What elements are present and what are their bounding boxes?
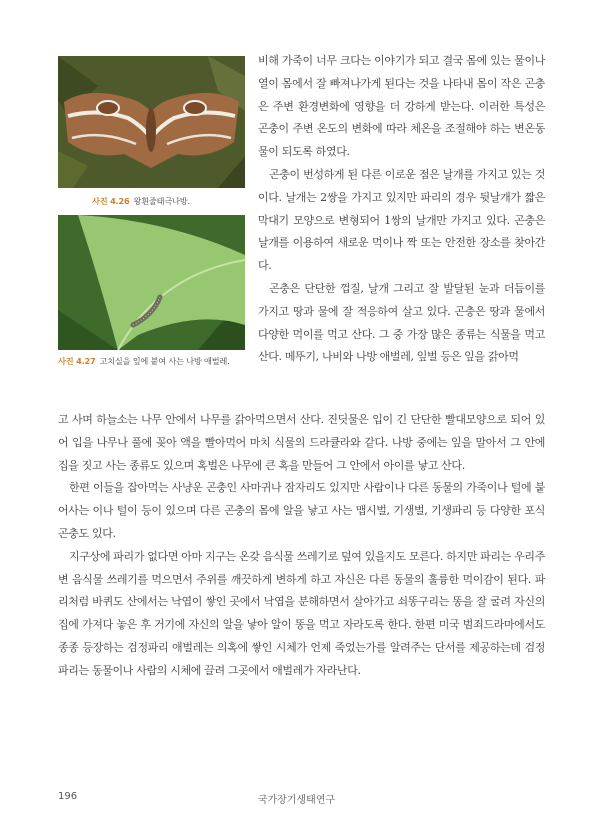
caterpillar-photo <box>58 215 245 350</box>
paragraph: 지구상에 파리가 없다면 아마 지구는 온갖 음식물 쓰레기로 덮여 있을지도 모른다. 하지만 파리는 우리주변 음식물 쓰레기를 먹으면서 주위를 깨끗하게 변하게 하고 자신은 다른 동물의 훌륭한 먹이감이 된다. 파리처럼 바퀴도 산에서는 낙엽이 쌓인 곳에서 낙엽을 분해하면서 살아가고 쇠똥구리는 똥을 잘 굴려 자신의 집에 가져다 놓은 후 거기에 자신의 알을 낳아 알이 똥을 먹고 자라도록 한다. 한편 미국 범죄드라마에서도 종종 등장하는 검정파리 애벌레는 의혹에 쌓인 시체가 언제 죽었는가를 알려주는 단서를 제공하는데 검정파리는 동물이나 사람의 시체에 끌려 그곳에서 애벌레가 자라난다. <box>58 549 545 677</box>
paragraph: 고 사며 하늘소는 나무 안에서 나무를 갉아먹으면서 산다. 진딧물은 입이 긴 단단한 빨대모양으로 되어 있어 입을 나무나 풀에 꽂아 액을 빨아먹어 마치 식물의 드라큘라와 같다. 나방 중에는 잎을 말아서 그 안에 집을 짓고 사는 종류도 있으며 혹벌은 나무에 큰 혹을 만들어 그 안에서 아이를 낳고 산다. <box>58 413 545 472</box>
moth-photo <box>58 56 245 188</box>
figure-number: 사진 4.26 <box>92 196 130 206</box>
figure-caption-text: 왕흰줄태극나방. <box>133 196 190 206</box>
figure-number: 사진 4.27 <box>58 356 96 366</box>
running-title: 국가장기생태연구 <box>257 795 336 806</box>
paragraph: 곤충이 번성하게 된 다른 이로운 점은 날개를 가지고 있는 것이다. 날개는 2쌍을 가지고 있지만 파리의 경우 뒷날개가 짧은 막대기 모양으로 변형되어 1쌍의 날개만 가지고 있다. 곤충은 날개를 이용하여 새로운 먹이나 짝 또는 안전한 장소를 찾아간다. <box>258 167 545 273</box>
paragraph: 곤충은 단단한 껍질, 날개 그리고 잘 발달된 눈과 더듬이를 가지고 땅과 물에 잘 적응하여 살고 있다. 곤충은 땅과 물에서 다양한 먹이를 먹고 산다. 그 중 가장 많은 종류는 식물을 먹고 산다. 메뚜기, 나비와 나방 애벌레, 잎벌 등은 잎을 갉아먹 <box>258 281 545 364</box>
paragraph: 비해 가죽이 너무 크다는 이야기가 되고 결국 몸에 있는 물이나 열이 몸에서 잘 빠져나가게 된다는 것을 나타내 몸이 작은 곤충은 주변 환경변화에 영향을 더 강하게 받는다. 이러한 특성은 곤충이 주변 온도의 변화에 따라 체온을 조절해야 하는 변온동물이 되도록 하였다. <box>258 54 545 159</box>
right-column-text <box>258 50 545 369</box>
full-width-text <box>58 409 545 683</box>
figure-caption-4-27 <box>58 356 230 367</box>
figure-caption-4-26 <box>92 196 190 207</box>
paragraph: 한편 이들을 잡아먹는 사냥운 곤충인 사마귀나 잠자리도 있지만 사람이나 다른 동물의 가죽이나 털에 붙어사는 이나 털이 등이 있으며 다른 곤충의 몸에 알을 낳고 사는 맵시벌, 기생벌, 기생파리 등 다양한 포식곤충도 있다. <box>58 481 545 540</box>
figure-caption-text: 고치실을 잎에 붙여 사는 나방 애벌레. <box>99 356 230 366</box>
page-number: 196 <box>58 791 78 802</box>
